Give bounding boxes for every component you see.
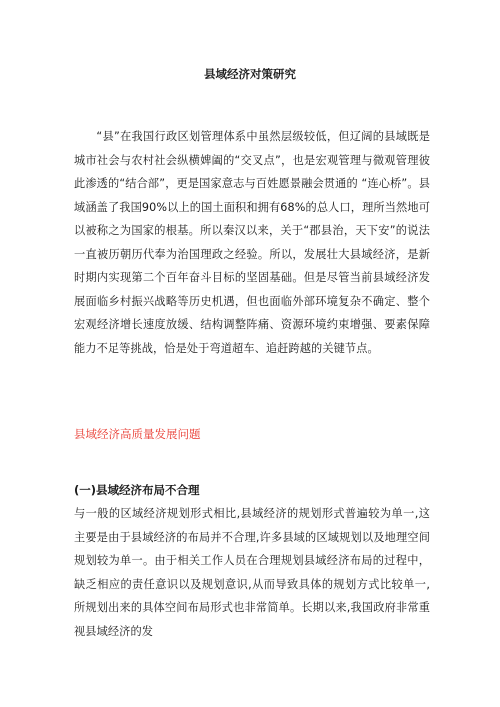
subsection-heading: (一)县域经济布局不合理 xyxy=(74,483,200,497)
document-title: 县域经济对策研究 xyxy=(204,67,296,81)
intro-paragraph: “县”在我国行政区划管理体系中虽然层级较低，但辽阔的县域既是城市社会与农村社会纵横婢阖的“交叉点”，也是宏观管理与微观管理彼此渗透的“结合部”，更是国家意志与百姓愿景融会贯通的 “连心桥”。县域涵盖了我国90%以上的国土面积和拥有68%的总人口，理所当然地可以被称之为国家的根基。所以秦汉以来，关于“郡县治，天下安”的说法一直被历朝历代奉为治国理政之经验。所以，发展壮大县域经济，是新时期内实现第二个百年奋斗目标的坚固基础。但是尽管当前县域经济发展面临乡村振兴战略等历史机遇，但也面临外部环境复杂不确定、整个宏观经济增长速度放缓、结构调整阵痛、资源环境约束增强、要素保障能力不足等挑战，恰是处于弯道超车、追赶跨越的关键节点。 xyxy=(74,130,430,355)
subsection-paragraph: 与一般的区域经济规划形式相比,县域经济的规划形式普遍较为单一,这主要是由于县域经济的布局并不合理,许多县域的区域规划以及地理空间规划较为单一。由于相关工作人员在合理规划县域经济布局的过程中，缺乏相应的责任意识以及规划意识,从而导致具体的规划方式比较单一,所规划出来的具体空间布局形式也非常简单。长期以来,我国政府非常重视县域经济的发 xyxy=(74,507,430,638)
section-heading: 县域经济高质量发展问题 xyxy=(74,427,201,441)
